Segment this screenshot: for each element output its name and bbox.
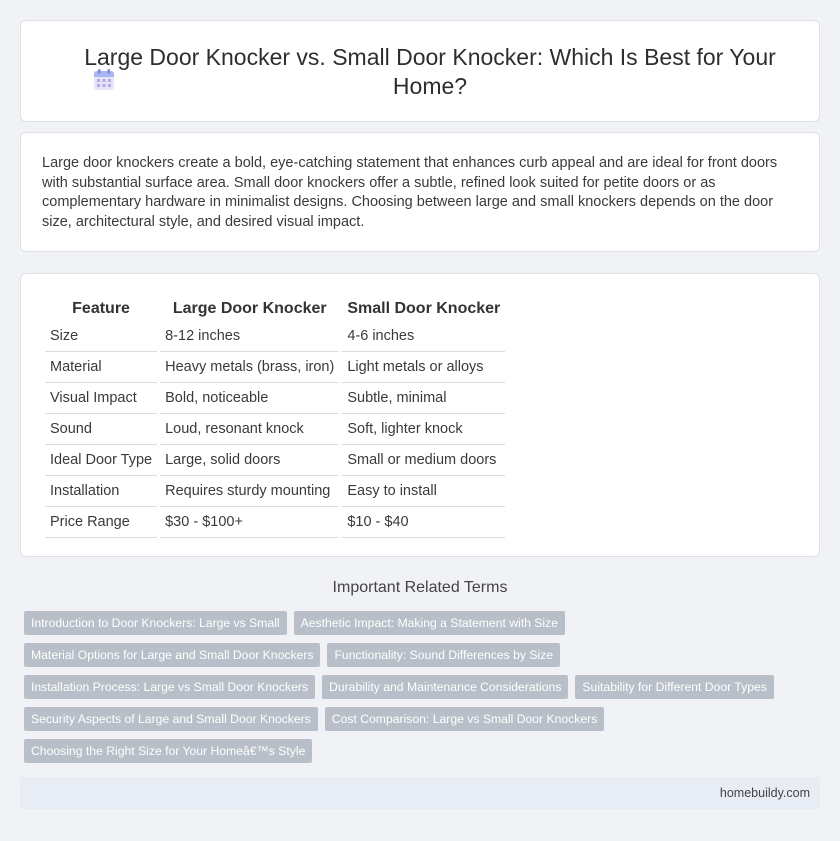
table-cell: Loud, resonant knock — [160, 414, 339, 445]
footer-site-name[interactable]: homebuildy.com — [719, 786, 810, 800]
tag-row — [20, 611, 800, 635]
intro-card — [20, 132, 820, 252]
table-cell: Price Range — [45, 507, 157, 538]
table-header-row — [45, 294, 505, 321]
related-term-tag[interactable]: Introduction to Door Knockers: Large vs Small — [24, 611, 287, 635]
table-cell: Soft, lighter knock — [342, 414, 505, 445]
table-cell: Easy to install — [342, 476, 505, 507]
intro-paragraph: Large door knockers create a bold, eye-catching statement that enhances curb appeal and are ideal for front doors with substantial surface area. Small door knockers offer a subtle, refined look suited for petite doors or as complementary hardware in minimalist designs. Choosing between large and small knockers depends on the door size, architectural style, and desired visual impact. — [42, 155, 778, 230]
table-cell: Sound — [45, 414, 157, 445]
table-cell: Small or medium doors — [342, 445, 505, 476]
table-row — [45, 383, 505, 414]
header-card — [20, 20, 820, 122]
related-terms-heading: Important Related Terms — [332, 579, 508, 596]
table-cell: Light metals or alloys — [342, 352, 505, 383]
tag-row — [20, 707, 800, 731]
related-term-tag[interactable]: Aesthetic Impact: Making a Statement with Size — [294, 611, 565, 635]
column-header: Large Door Knocker — [172, 299, 327, 317]
table-cell: $30 - $100+ — [160, 507, 339, 538]
table-row — [45, 507, 505, 538]
related-term-tag[interactable]: Functionality: Sound Differences by Size — [327, 643, 560, 667]
column-header: Feature — [72, 299, 130, 317]
table-cell: Material — [45, 352, 157, 383]
related-term-tag[interactable]: Suitability for Different Door Types — [575, 675, 773, 699]
table-cell: Size — [45, 321, 157, 352]
comparison-card — [20, 273, 820, 557]
table-cell: Heavy metals (brass, iron) — [160, 352, 339, 383]
table-cell: Subtle, minimal — [342, 383, 505, 414]
table-cell: Bold, noticeable — [160, 383, 339, 414]
table-cell: Requires sturdy mounting — [160, 476, 339, 507]
related-term-tag[interactable]: Cost Comparison: Large vs Small Door Knockers — [325, 707, 605, 731]
table-row — [45, 352, 505, 383]
footer — [20, 777, 820, 809]
table-cell: 8-12 inches — [160, 321, 339, 352]
tag-row — [20, 739, 800, 763]
table-row — [45, 445, 505, 476]
related-term-tag[interactable]: Security Aspects of Large and Small Door Knockers — [24, 707, 318, 731]
tag-row — [20, 675, 800, 699]
table-cell: Visual Impact — [45, 383, 157, 414]
tag-row — [20, 643, 800, 667]
related-term-tag[interactable]: Choosing the Right Size for Your Homeâ€™s Style — [24, 739, 312, 763]
table-cell: $10 - $40 — [342, 507, 505, 538]
table-cell: Ideal Door Type — [45, 445, 157, 476]
related-term-tag[interactable]: Durability and Maintenance Considerations — [322, 675, 568, 699]
table-cell: Large, solid doors — [160, 445, 339, 476]
table-cell: 4-6 inches — [342, 321, 505, 352]
page-title: Large Door Knocker vs. Small Door Knocker: Which Is Best for Your Home? — [84, 44, 776, 99]
table-cell: Installation — [45, 476, 157, 507]
column-header: Small Door Knocker — [347, 299, 501, 317]
related-terms-list — [20, 611, 800, 771]
comparison-table — [42, 294, 508, 538]
table-row — [45, 476, 505, 507]
table-row — [45, 414, 505, 445]
related-term-tag[interactable]: Material Options for Large and Small Door Knockers — [24, 643, 320, 667]
related-term-tag[interactable]: Installation Process: Large vs Small Door Knockers — [24, 675, 315, 699]
table-row — [45, 321, 505, 352]
